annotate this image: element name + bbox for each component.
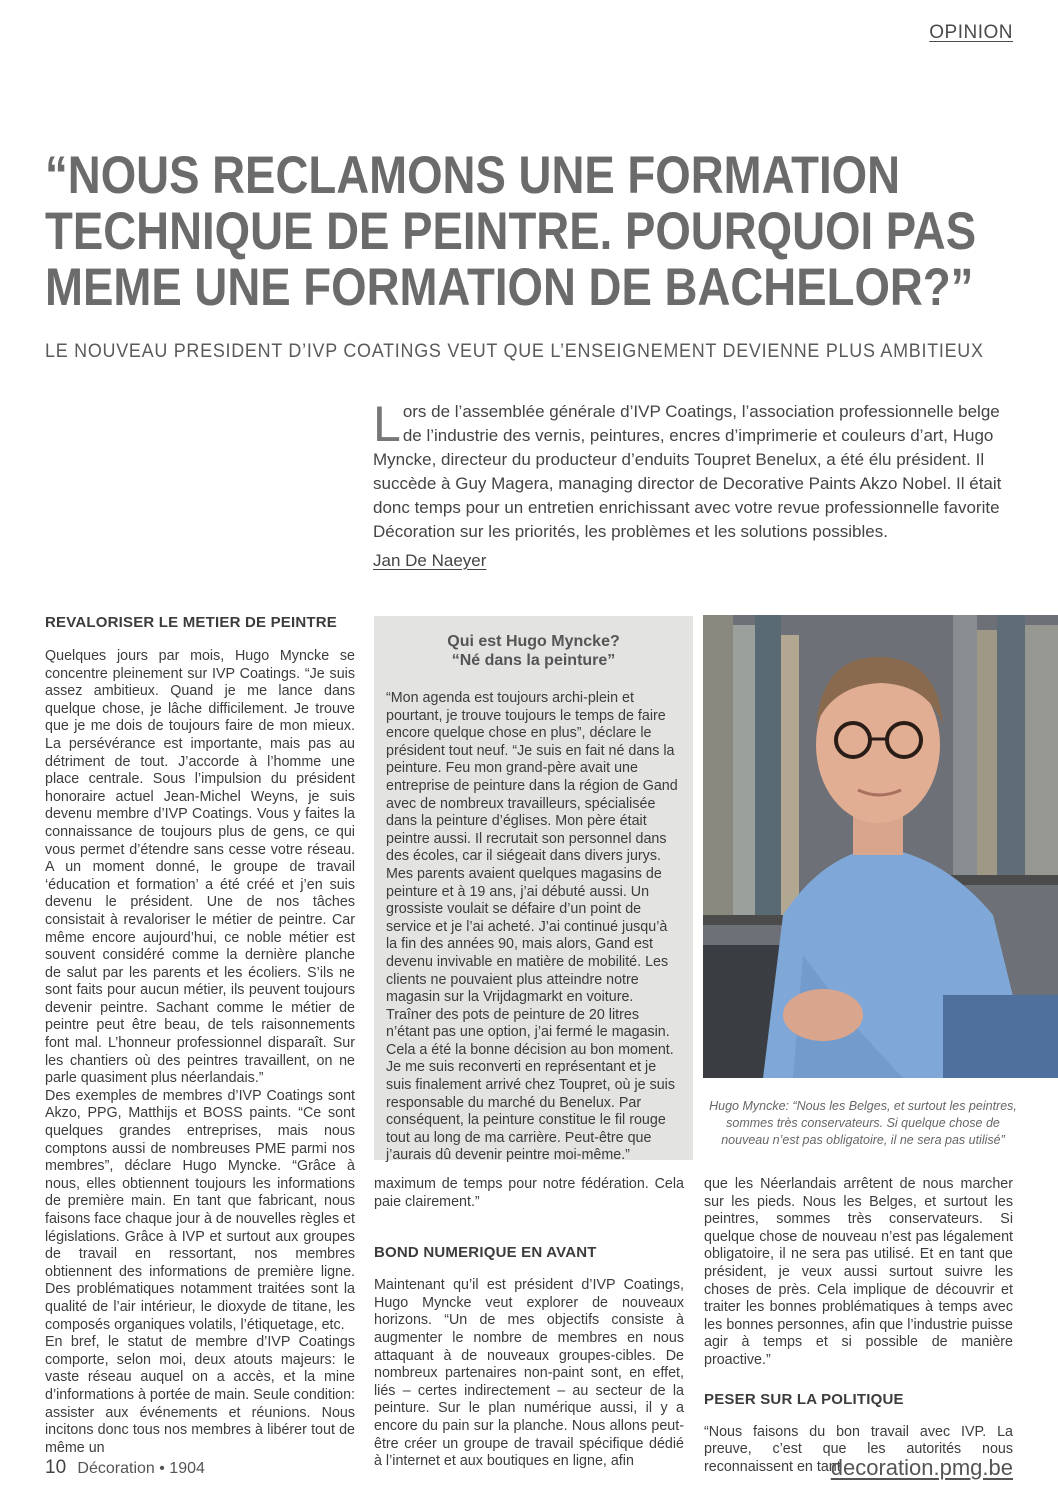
photo-caption: Hugo Myncke: “Nous les Belges, et surtout les peintres, sommes très conservateurs. Si quelque chose de nouveau n’est pas obligatoire, il ne sera pas utilisé”: [709, 1099, 1017, 1147]
paragraph: maximum de temps pour notre fédération. Cela paie clairement.”: [374, 1176, 684, 1210]
footer-left: [45, 1457, 205, 1479]
sidebar-subtitle: “Né dans la peinture”: [451, 652, 616, 669]
paragraph: En bref, le statut de membre d’IVP Coatings comporte, selon moi, deux atouts majeurs: le vaste réseau auquel on a accès, et la mine d’informations à portée de main. Seule condition: assister aux événements et réunions. Nous incitons donc tous nos membres à libérer tout de même un: [45, 1334, 355, 1456]
intro-paragraph: [373, 396, 1013, 544]
subtitle: LE NOUVEAU PRESIDENT D’IVP COATINGS VEUT QUE L’ENSEIGNEMENT DEVIENNE PLUS AMBITIEUX: [45, 340, 984, 362]
subhead-peser-politique: PESER SUR LA POLITIQUE: [704, 1390, 904, 1408]
subhead-revaloriser: REVALORISER LE METIER DE PEINTRE: [45, 614, 337, 631]
portrait-photo: [703, 615, 1058, 1078]
column-1: [45, 614, 355, 1457]
headline-line: “NOUS RECLAMONS UNE FORMATION: [45, 146, 901, 205]
paragraph: Maintenant qu’il est président d’IVP Coatings, Hugo Myncke veut explorer de nouveaux horizons. “Un de mes objectifs consiste à augmenter le nombre de membres en nous attaquant à de nouveaux groupes-cibles. De nombreux partenaires non-paint sont, en effet, liés – certes indirectement – au secteur de la peinture. Sur le plan numérique aussi, il y a encore du pain sur la planche. Nous allons peut-être créer un groupe de travail spécifique dédié à l’internet et aux boutiques en ligne, afin: [374, 1277, 684, 1470]
sidebar-title: Qui est Hugo Myncke?: [447, 633, 620, 650]
website-link[interactable]: decoration.pmg.be: [830, 1455, 1013, 1480]
sidebar-box: [374, 616, 693, 1164]
paragraph: que les Néerlandais arrêtent de nous marcher sur les pieds. Nous les Belges, et surtout les peintres, sommes très conservateurs. Si quelque chose de nouveau n’est pas légalement obligatoire, il ne sera pas utilisé. Et en tant que président, je veux aussi surtout suivre les choses de près. Cela implique de découvrir et traiter les bonnes problématiques à temps avec les bonnes personnes, afin que l’industrie puisse agir à temps et si possible de manière proactive.”: [704, 1176, 1013, 1368]
author-byline[interactable]: Jan De Naeyer: [373, 551, 487, 570]
drop-cap: L: [373, 396, 401, 452]
sidebar-text: “Mon agenda est toujours archi-plein et pourtant, je trouve toujours le temps de faire encore quelque chose en plus”, déclare le président tout neuf. “Je suis en fait né dans la peinture. Feu mon grand-père avait une entreprise de peinture dans la région de Gand avec de nombreux travailleurs, spécialisée dans la peinture d’églises. Mon père était peintre aussi. Il recrutait son personnel dans des écoles, car il siégeait dans divers jurys. Mes parents avaient quelques magasins de peinture et à 19 ans, j’ai débuté aussi. Un grossiste voulait se défaire d’un point de service et je l’ai acheté. J’ai continué jusqu’à la fin des années 90, mais alors, Gand est devenu invivable en matière de mobilité. Les clients ne pouvaient plus atteindre notre magasin sur la Vrijdagmarkt en voiture. Traîner des pots de peinture de 20 litres n’étant pas une option, j’ai fermé le magasin. Cela a été la bonne décision au bon moment. Je me suis reconverti en représentant et je suis finalement arrivé chez Toupret, où je suis responsable du marché du Benelux. Par conséquent, la peinture constitue le fil rouge tout au long de ma carrière. Peut-être que j’aurais dû devenir peintre moi-même.”: [386, 690, 678, 1164]
portrait-illustration: [703, 615, 1058, 1078]
headline-line: MEME UNE FORMATION DE BACHELOR?”: [45, 258, 974, 317]
column-1-body: [45, 648, 355, 1457]
headline: [45, 146, 977, 317]
section-tag: OPINION: [929, 22, 1013, 43]
page-number: 10: [45, 1457, 67, 1478]
paragraph: “Nous faisons du bon travail avec IVP. La preuve, c’est que les autorités nous reconnaissent en tant: [704, 1423, 1013, 1475]
magazine-issue: Décoration • 1904: [77, 1460, 205, 1477]
column-2: [374, 1176, 684, 1471]
headline-line: TECHNIQUE DE PEINTRE. POURQUOI PAS: [45, 202, 977, 261]
paragraph: Quelques jours par mois, Hugo Myncke se concentre pleinement sur IVP Coatings. “Je suis assez ambitieux. Quand je me lance dans quelque chose, je lâche difficilement. Je trouve que je me dois de toujours faire de mon mieux. La persévérance est importante, mais pas au détriment de tout. J’accorde à l’homme une place centrale. Sous l’impulsion du président honoraire actuel Jean-Michel Weyns, je suis devenu membre d’IVP Coatings. Vous y faites la connaissance de toujours plus de gens, ce qui vous permet d’étendre sans cesse votre réseau. A un moment donné, le groupe de travail ‘éducation et formation’ a été créé et j’en suis devenu le président. Une de nos tâches consistait à revaloriser le métier de peintre. Car même encore aujourd’hui, ce noble métier est souvent considéré comme la dernière planche de salut par les parents et les écoliers. S’ils ne sont faits pour aucun métier, ils peuvent toujours devenir peintre. Sachant comme le métier de peintre peut être beau, de tels raisonnements font mal. L’honneur professionnel disparaît. Sur les chantiers où des peintres travaillent, on ne parle quasiment plus néerlandais.”: [45, 648, 355, 1087]
subhead-bond-numerique: BOND NUMERIQUE EN AVANT: [374, 1244, 597, 1262]
intro-text: ors de l’assemblée générale d’IVP Coatings, l’association professionnelle belge de l’industrie des vernis, peintures, encres d’imprimerie et couleurs d’art, Hugo Myncke, directeur du producteur d’enduits Toupret Benelux, a été élu président. Il succède à Guy Magera, managing director de Decorative Paints Akzo Nobel. Il était donc temps pour un entretien enrichissant avec votre revue professionnelle favorite Décoration sur les priorités, les problèmes et les solutions possibles.: [373, 402, 1002, 541]
column-3: [704, 1176, 1013, 1476]
paragraph: Des exemples de membres d’IVP Coatings sont Akzo, PPG, Matthijs et BOSS paints. “Ce sont quelques grandes entreprises, mais nous comptons aussi de nombreuses PME parmi nos membres”, déclare Hugo Myncke. “Grâce à nous, elles obtiennent toujours les informations de première main. En tant que fabricant, nous faisons face chaque jour à de nouvelles règles et législations. Grâce à IVP et surtout aux groupes de travail en ressortant, nos membres obtiennent des informations de première ligne. Des problématiques notamment traitées sont la qualité de l’air intérieur, le dioxyde de titane, les composés organiques volatils, l’étiquetage, etc.: [45, 1087, 355, 1333]
